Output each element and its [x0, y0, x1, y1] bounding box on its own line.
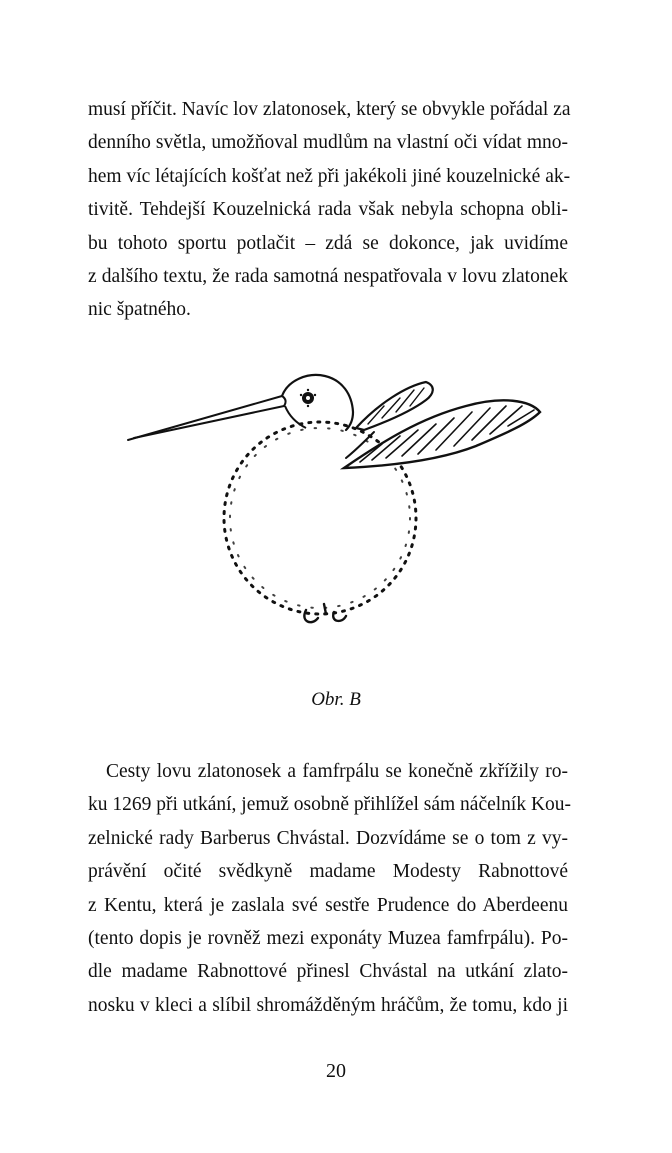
figure-caption: Obr. B [311, 689, 361, 710]
paragraph-1 [88, 93, 571, 327]
text-line: tivitě. Tehdejší Kouzelnická rada však nebyla schopna obli- [88, 199, 568, 221]
wing [344, 382, 540, 468]
text-line: ku 1269 při utkání, jemuž osobně přihlížel sám náčelník Kou- [88, 794, 572, 816]
text-line: dle madame Rabnottové přinesl Chvástal na utkání zlato- [88, 961, 568, 983]
text-line: hem víc létajících košťat než při jakékoli jiné kouzelnické ak- [88, 165, 571, 187]
text-line: Cesty lovu zlatonosek a famfrpálu se konečně zkřížily ro- [106, 761, 568, 782]
text-line: musí příčit. Navíc lov zlatonosek, který se obvykle pořádal za [88, 99, 571, 120]
zlatonoska-illustration [120, 360, 560, 640]
text-line: nic špatného. [88, 299, 191, 321]
text-line: z Kentu, která je zaslala své sestře Prudence do Aberdeenu [88, 894, 568, 916]
paragraph-2 [88, 755, 572, 1022]
text-line: právění očité svědkyně madame Modesty Rabnottové [88, 861, 568, 883]
text-line: z dalšího textu, že rada samotná nespatřovala v lovu zlatonek [88, 266, 568, 288]
text-line: zelnické rady Barberus Chvástal. Dozvídáme se o tom z vy- [88, 827, 568, 849]
text-line: (tento dopis je rovněž mezi exponáty Muzea famfrpálu). Po- [88, 928, 568, 950]
beak [128, 396, 286, 440]
text-line: bu tohoto sportu potlačit – zdá se dokonce, jak uvidíme [88, 232, 568, 254]
eye-icon [300, 389, 316, 407]
text-line: nosku v kleci a slíbil shromážděným hráčům, že tomu, kdo ji [88, 994, 568, 1016]
page-number: 20 [326, 1060, 346, 1082]
text-line: denního světla, umožňoval mudlům na vlastní oči vídat mno- [88, 132, 568, 154]
